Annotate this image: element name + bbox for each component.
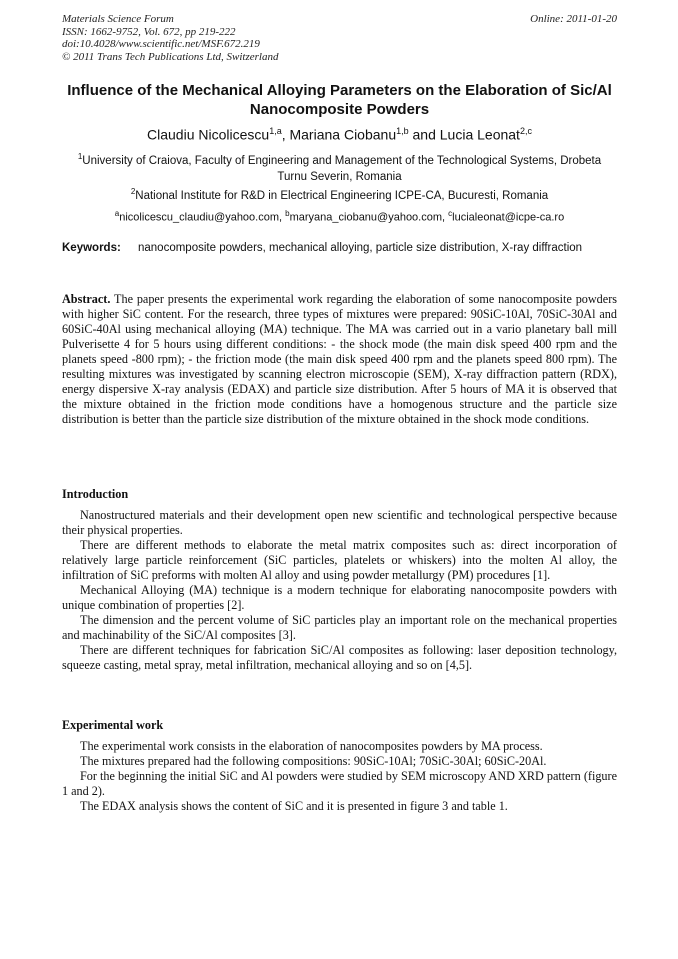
introduction-body — [62, 508, 617, 673]
journal-copyright: © 2011 Trans Tech Publications Ltd, Switzerland — [62, 50, 279, 63]
email-marker: c — [448, 209, 453, 218]
paragraph: The EDAX analysis shows the content of SiC and it is presented in figure 3 and table 1. — [80, 799, 508, 813]
paper-title: Influence of the Mechanical Alloying Parameters on the Elaboration of Sic/Al Nanocomposite Powders — [67, 82, 612, 118]
affiliation-marker: 1 — [77, 152, 83, 161]
journal-header — [62, 13, 617, 63]
author-affiliation-marker: 1,a — [269, 126, 282, 136]
email-link[interactable]: lucialeonat@icpe-ca.ro — [452, 211, 565, 224]
journal-doi: doi:10.4028/www.scientific.net/MSF.672.219 — [62, 38, 260, 50]
email-link[interactable]: nicolicescu_claudiu@yahoo.com — [119, 211, 280, 224]
email-link[interactable]: maryana_ciobanu@yahoo.com — [289, 211, 443, 224]
affiliation-text: National Institute for R&D in Electrical Engineering ICPE-CA, Bucuresti, Romania — [135, 189, 549, 202]
paragraph: Nanostructured materials and their development open new scientific and technological perspective because their physical properties. — [62, 508, 617, 537]
author-name: Lucia Leonat — [439, 126, 520, 143]
paragraph: For the beginning the initial SiC and Al powders were studied by SEM microscopy AND XRD pattern (figure 1 and 2). — [62, 769, 617, 798]
keywords-label: Keywords: — [62, 242, 121, 254]
affiliation-marker: 2 — [130, 187, 136, 196]
author-affiliation-marker: 1,b — [396, 126, 409, 136]
author-affiliation-marker: 2,c — [519, 126, 532, 136]
paragraph: There are different methods to elaborate the metal matrix composites such as: direct incorporation of relatively large particle reinforcement (SiC particles, platelets or whiskers) into the molten Al alloy, the infiltration of SiC preforms with molten Al alloy and using powder metallurgy (PM) procedures [1]. — [62, 538, 617, 582]
keywords-block — [62, 241, 617, 256]
author-emails: $^a$nicolicescu_claudiu@yahoo.com, $^b$maryana_ciobanu@yahoo.com, $^c$lucialeonat@icpe-ca.ro — [114, 209, 565, 224]
journal-issn: ISSN: 1662-9752, Vol. 672, pp 219-222 — [62, 25, 236, 38]
keywords-text: nanocomposite powders, mechanical alloying, particle size distribution, X-ray diffraction — [138, 242, 583, 254]
section-heading-experimental: Experimental work — [62, 718, 164, 732]
email-marker: b — [285, 209, 290, 218]
section-heading-introduction: Introduction — [62, 487, 129, 501]
journal-name: Materials Science Forum — [62, 13, 174, 25]
paragraph: Mechanical Alloying (MA) technique is a modern technique for elaborating nanocomposite powders with unique combination of properties [2]. — [62, 583, 617, 612]
abstract-text: The paper presents the experimental work regarding the elaboration of some nanocomposite powders with higher SiC content. For the research, three types of mixtures were prepared: 90SiC-10Al, 70SiC-30Al and 60SiC-40Al using mechanical alloying (MA) technique. The MA was carried out in a vario planetary ball mill Pulverisette 4 for 5 hours using different conditions: - the shock mode (the main disk speed 400 rpm and the planets speed -800 rpm); - the friction mode (the main disk speed 400 rpm and the planets speed 800 rpm). The resulting mixtures was investigated by scanning electron microscopie (SEM), X-ray diffraction pattern (RDX), energy dispersive X-ray analysis (EDAX) and particle size distribution. After 5 hours of MA it is observed that the mixture obtained in the friction mode conditions have a homogenous structure and the particle size distribution is better than the particle size distribution of the mixture obtained in the shock mode conditions. — [62, 292, 617, 426]
affiliation-text: University of Craiova, Faculty of Engineering and Management of the Technological Systems, Drobeta Turnu Severin, Romania — [82, 154, 602, 183]
author-list — [62, 123, 617, 144]
affiliation — [62, 184, 617, 204]
author-name: Mariana Ciobanu — [289, 126, 397, 143]
abstract — [62, 292, 617, 427]
abstract-label: Abstract. — [62, 292, 111, 306]
author-separator: , — [281, 126, 290, 143]
author-separator: and — [408, 126, 440, 143]
paragraph: The mixtures prepared had the following compositions: 90SiC-10Al; 70SiC-30Al; 60SiC-20Al. — [80, 754, 547, 768]
online-date: Online: 2011-01-20 — [530, 13, 617, 25]
author-name: Claudiu Nicolicescu — [147, 126, 270, 143]
paragraph: The experimental work consists in the elaboration of nanocomposites powders by MA process. — [80, 739, 543, 753]
experimental-body — [62, 739, 617, 814]
email-marker: a — [114, 209, 120, 218]
paragraph: The dimension and the percent volume of SiC particles play an important role on the mechanical properties and machinability of the SiC/Al composites [3]. — [62, 613, 617, 642]
affiliation — [62, 149, 617, 185]
paragraph: There are different techniques for fabrication SiC/Al composites as following: laser deposition technology, squeeze casting, metal spray, metal infiltration, mechanical alloying and so on [4,5]. — [62, 643, 617, 672]
